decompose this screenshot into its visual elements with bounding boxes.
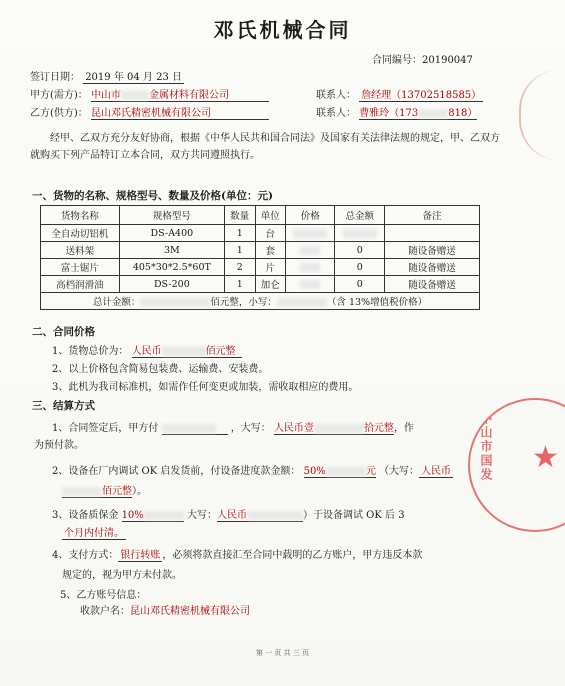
intro-paragraph: 经甲、乙双方充分友好协商，根据《中华人民共和国合同法》及国家有关法律法规的规定，甲、乙双方就购买下列产品特订立本合同，双方共同遵照执行。	[30, 133, 500, 161]
payment-item-2: 2、设备在厂内调试 OK 启发货前，付设备进度款金额： 50% 元 （大写： 人民币	[52, 462, 453, 478]
price-item-1: 1、货物总价为： 人民币 佰元整	[52, 342, 242, 358]
party-b-name: 昆山邓氏精密机械有限公司	[91, 108, 211, 119]
goods-table	[40, 205, 480, 310]
document-title: 邓氏机械合同	[213, 18, 352, 42]
table-row: 送料架 3M 1 套 0 随设备赠送	[41, 242, 480, 259]
table-row: 富士锯片 405*30*2.5*60T 2 片 0 随设备赠送	[41, 259, 480, 276]
payee-row: 收款户名：昆山邓氏精密机械有限公司	[80, 606, 250, 617]
payment-item-4-cont: 规定的，视为甲方未付款。	[62, 570, 182, 581]
side-seal-stamp	[519, 70, 565, 160]
section-3-heading: 三、结算方式	[32, 400, 95, 412]
payee-name: 昆山邓氏精密机械有限公司	[130, 606, 250, 617]
table-header-row: 货物名称 规格型号 数量 单位 价格 总金额 备注	[41, 206, 480, 225]
party-a-row: 甲方(需方)： 中山市 金属材料有限公司	[30, 86, 269, 102]
star-icon: ★	[532, 440, 559, 475]
page-footer: 第 一 页 共 三 页	[255, 649, 310, 657]
payment-item-3: 3、设备质保金 10% 大写：人民币 ）于设备调试 OK 后 3	[52, 506, 405, 522]
payment-item-2-cont: 佰元整）。	[62, 482, 147, 498]
party-a-name: 中山市	[91, 90, 121, 101]
payment-item-1: 1、合同签定后，甲方付 ，大写： 人民币壹 拾元整，作	[52, 419, 414, 435]
price-item-2: 2、以上价格包含简易包装费、运输费、安装费。	[52, 364, 269, 375]
party-a-contact: 联系人： 詹经理（13702518585）	[316, 90, 482, 101]
company-seal-stamp: 中山市国发 ★	[468, 398, 565, 532]
contract-number: 合同编号：20190047	[372, 55, 473, 66]
price-item-3: 3、此机为我司标准机，如需作任何变更或加装，需收取相应的费用。	[52, 382, 359, 393]
payment-item-4: 4、支付方式： 银行转账 ，必须将款直接汇至合同中载明的乙方账户，甲方违反本款	[52, 550, 423, 561]
payment-item-3-cont: 个月内付清。	[64, 528, 124, 539]
section-2-heading: 二、合同价格	[32, 326, 95, 338]
table-row: 高档润滑油 DS-200 1 加仑 0 随设备赠送	[41, 276, 480, 293]
party-b-row: 乙方(供方)： 昆山邓氏精密机械有限公司	[30, 104, 269, 120]
table-total-row: 总计金额： 佰元整，小写： （含 13%增值税价格）	[41, 293, 480, 310]
section-1-heading: 一、货物的名称、规格型号、数量及价格(单位：元)	[32, 190, 273, 202]
party-b-contact: 联系人： 曹雅玲（173 818）	[316, 104, 477, 120]
payment-item-1-cont: 为预付款。	[34, 440, 84, 451]
sign-date-value: 2019 年 04 月 23 日	[85, 72, 182, 83]
payment-item-5: 5、乙方账号信息：	[60, 590, 147, 601]
table-row: 全自动切铝机 DS-A400 1 台	[41, 225, 480, 242]
sign-date-row: 签订日期： 2019 年 04 月 23 日	[30, 72, 182, 83]
